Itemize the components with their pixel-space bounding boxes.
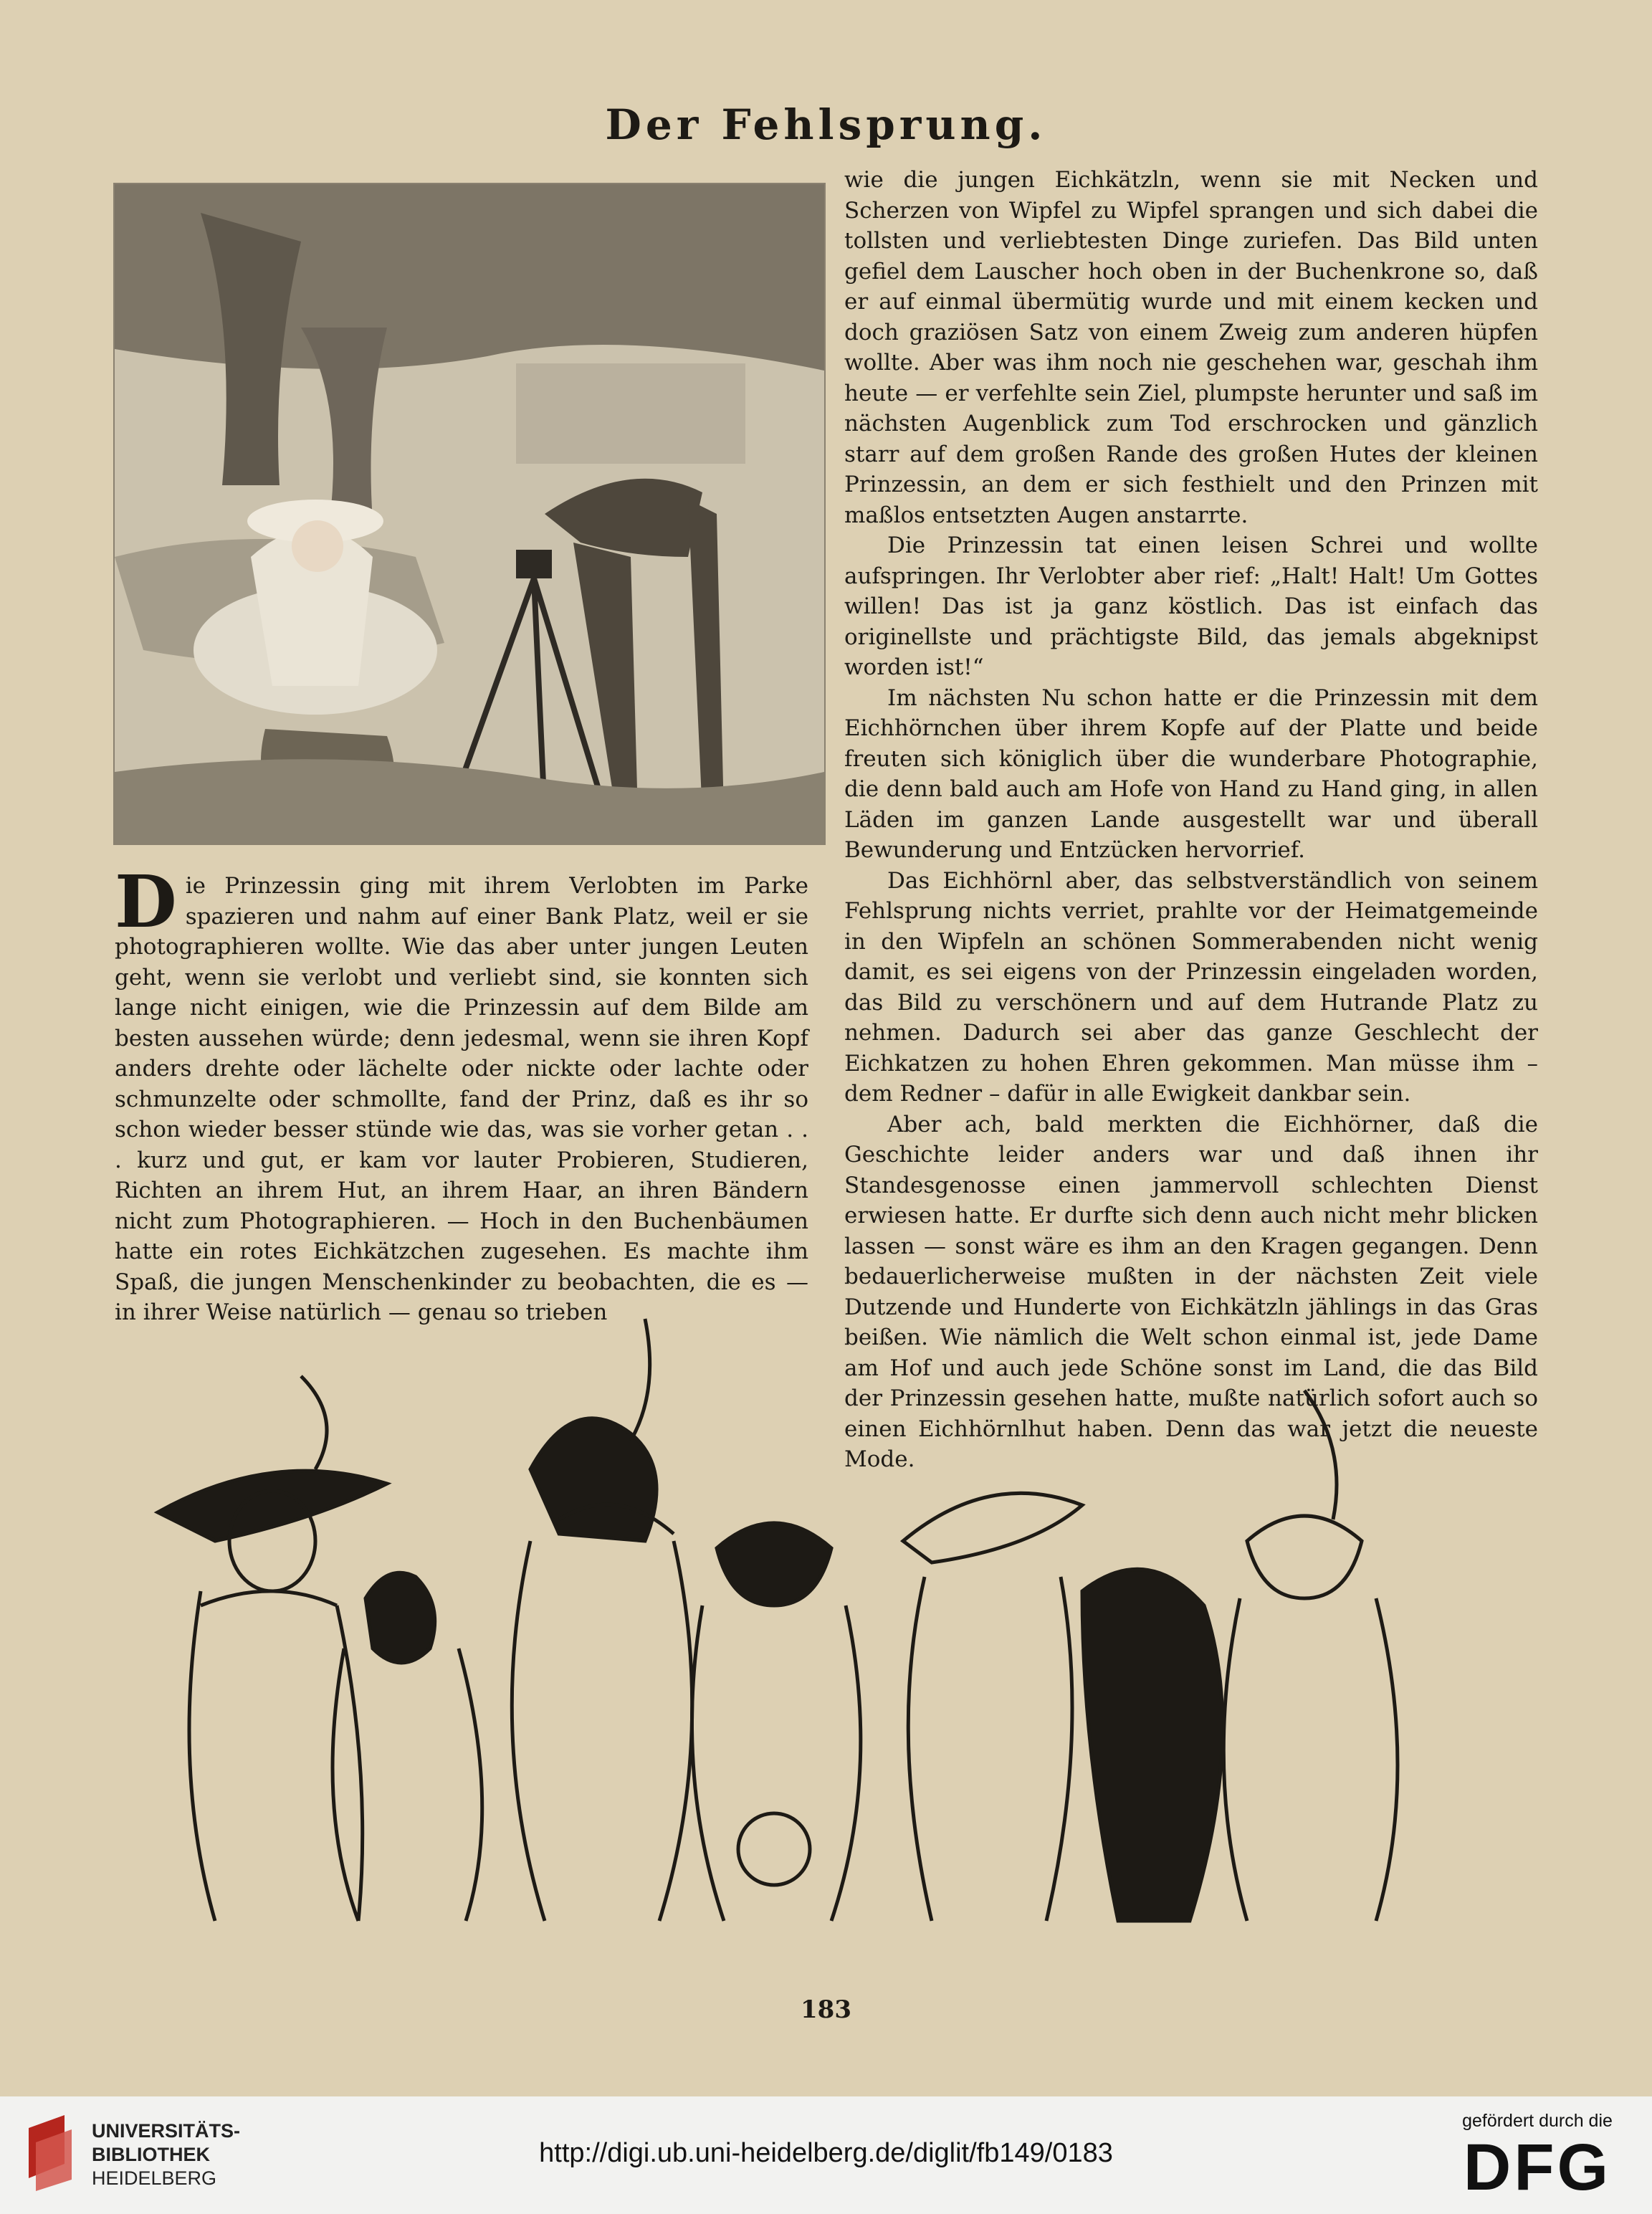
park-scene-drawing <box>115 184 824 844</box>
paragraph: Im nächsten Nu schon hatte er die Prinzessin mit dem Eichhörnchen über ihrem Kopfe auf der Platte und beide freuten sich königlich über die wunderbare Photographie, die denn bald auch am Hofe von Hand zu Hand ging, in allen Läden im ganzen Lande ausgestellt war und überall Bewunderung und Entzücken hervorrief. <box>844 684 1538 863</box>
article-title: Der Fehlsprung. <box>605 100 1047 149</box>
ladies-with-squirrel-hats-illustration <box>129 1304 1534 1950</box>
paragraph-text: ie Prinzessin ging mit ihrem Verlobten im Parke spazieren und nahm auf einer Bank Platz, weil er sie photographieren wollte. Wie das aber unter jungen Leuten geht, wenn sie verlobt und verliebt sind, sie konnten sich lange nicht einigen, wie die Prinzessin auf dem Bilde am besten aussehen würde; denn jedesmal, wenn sie ihren Kopf anders drehte oder lächelte oder nickte oder lachte oder schmunzelte oder schmollte, fand der Prinz, daß es ihr so schon wieder besser stünde wie das, was sie vorher getan . . . kurz und gut, er kam vor lauter Probieren, Studieren, Richten an ihrem Hut, an ihrem Haar, an ihren Bändern nicht zum Photographieren. — Hoch in den Buchenbäumen hatte ein rotes Eichkätzchen zugesehen. Es machte ihm Spaß, die jungen Menschenkinder zu beobachten, die es — in ihrer Weise natürlich — genau so trieben <box>115 873 808 1325</box>
paragraph: wie die jungen Eichkätzln, wenn sie mit Necken und Scherzen von Wipfel zu Wipfel sprangen und sich dabei die tollsten und verliebtesten Dinge zuriefen. Das Bild unten gefiel dem Lauscher hoch oben in der Buchenkrone so, daß er auf einmal übermütig wurde und mit einem kecken und doch graziösen Satz von einem Zweig zum anderen hüpfen wollte. Aber was ihm noch nie geschehen war, geschah ihm heute — er verfehlte sein Ziel, plumpste herunter und saß im nächsten Augenblick zum Tod erschrocken und gänzlich starr auf dem großen Rande des großen Hutes der kleinen Prinzessin, an dem er sich festhielt und den Prinzen mit maßlos entsetzten Augen anstarrte. <box>844 167 1538 528</box>
left-text-column <box>115 859 808 1328</box>
drop-cap: D <box>115 859 177 944</box>
library-name: UNIVERSITÄTS- BIBLIOTHEK HEIDELBERG <box>92 2120 241 2189</box>
paragraph <box>115 859 808 1328</box>
paragraph: Aber ach, bald merkten die Eichhörner, daß die Geschichte leider anders war und daß ihnen ihr Standesgenosse einen jammervoll schlechten Dienst erwiesen hatte. Er durfte sich denn auch nicht mehr blicken lassen — sonst wäre es ihm an den Kragen gegangen. Denn bedauerlicherweise mußten in der nächsten Zeit viele Dutzende und Hunderte von Eichkätzln jählings in das Gras beißen. Wie nämlich die Welt schon einmal ist, jede Dame am Hof und auch jede Schöne sonst im Land, die das Bild der Prinzessin gesehen hatte, mußte natürlich sofort auch so einen Eichhörnlhut haben. Denn das war jetzt die neueste Mode. <box>844 1111 1538 1472</box>
source-url-link[interactable]: http://digi.ub.uni-heidelberg.de/diglit/fb149/0183 <box>539 2138 1113 2168</box>
photograph-scene-illustration <box>113 183 826 845</box>
right-text-column <box>844 165 1538 1475</box>
line-drawing-figures <box>129 1304 1534 1950</box>
paragraph: Die Prinzessin tat einen leisen Schrei und wollte aufspringen. Ihr Verlobter aber rief: „Halt! Halt! Um Gottes willen! Das ist ja ganz köstlich. Das ist einfach das originellste und prächtigste Bild, das jemals abgeknipst worden ist!“ <box>844 533 1538 680</box>
dfg-logo: DFG <box>1463 2131 1612 2204</box>
page-number: 183 <box>801 1995 851 2024</box>
funder-block <box>1444 2111 1630 2203</box>
paragraph: Das Eichhörnl aber, das selbstverständlich von seinem Fehlsprung nichts verriet, prahlte vor der Heimatgemeinde in den Wipfeln an schönen Sommerabenden nicht wenig damit, es sei eigens von der Prinzessin eingeladen worden, das Bild zu verschönern und auf dem Hutrande Platz zu nehmen. Dadurch sei aber das ganze Geschlecht der Eichkatzen zu hohen Ehren gekommen. Man müsse ihm – dem Redner – dafür in alle Ewigkeit dankbar sein. <box>844 867 1538 1107</box>
digital-library-footer <box>0 2096 1652 2214</box>
funder-caption: gefördert durch die <box>1462 2111 1613 2131</box>
